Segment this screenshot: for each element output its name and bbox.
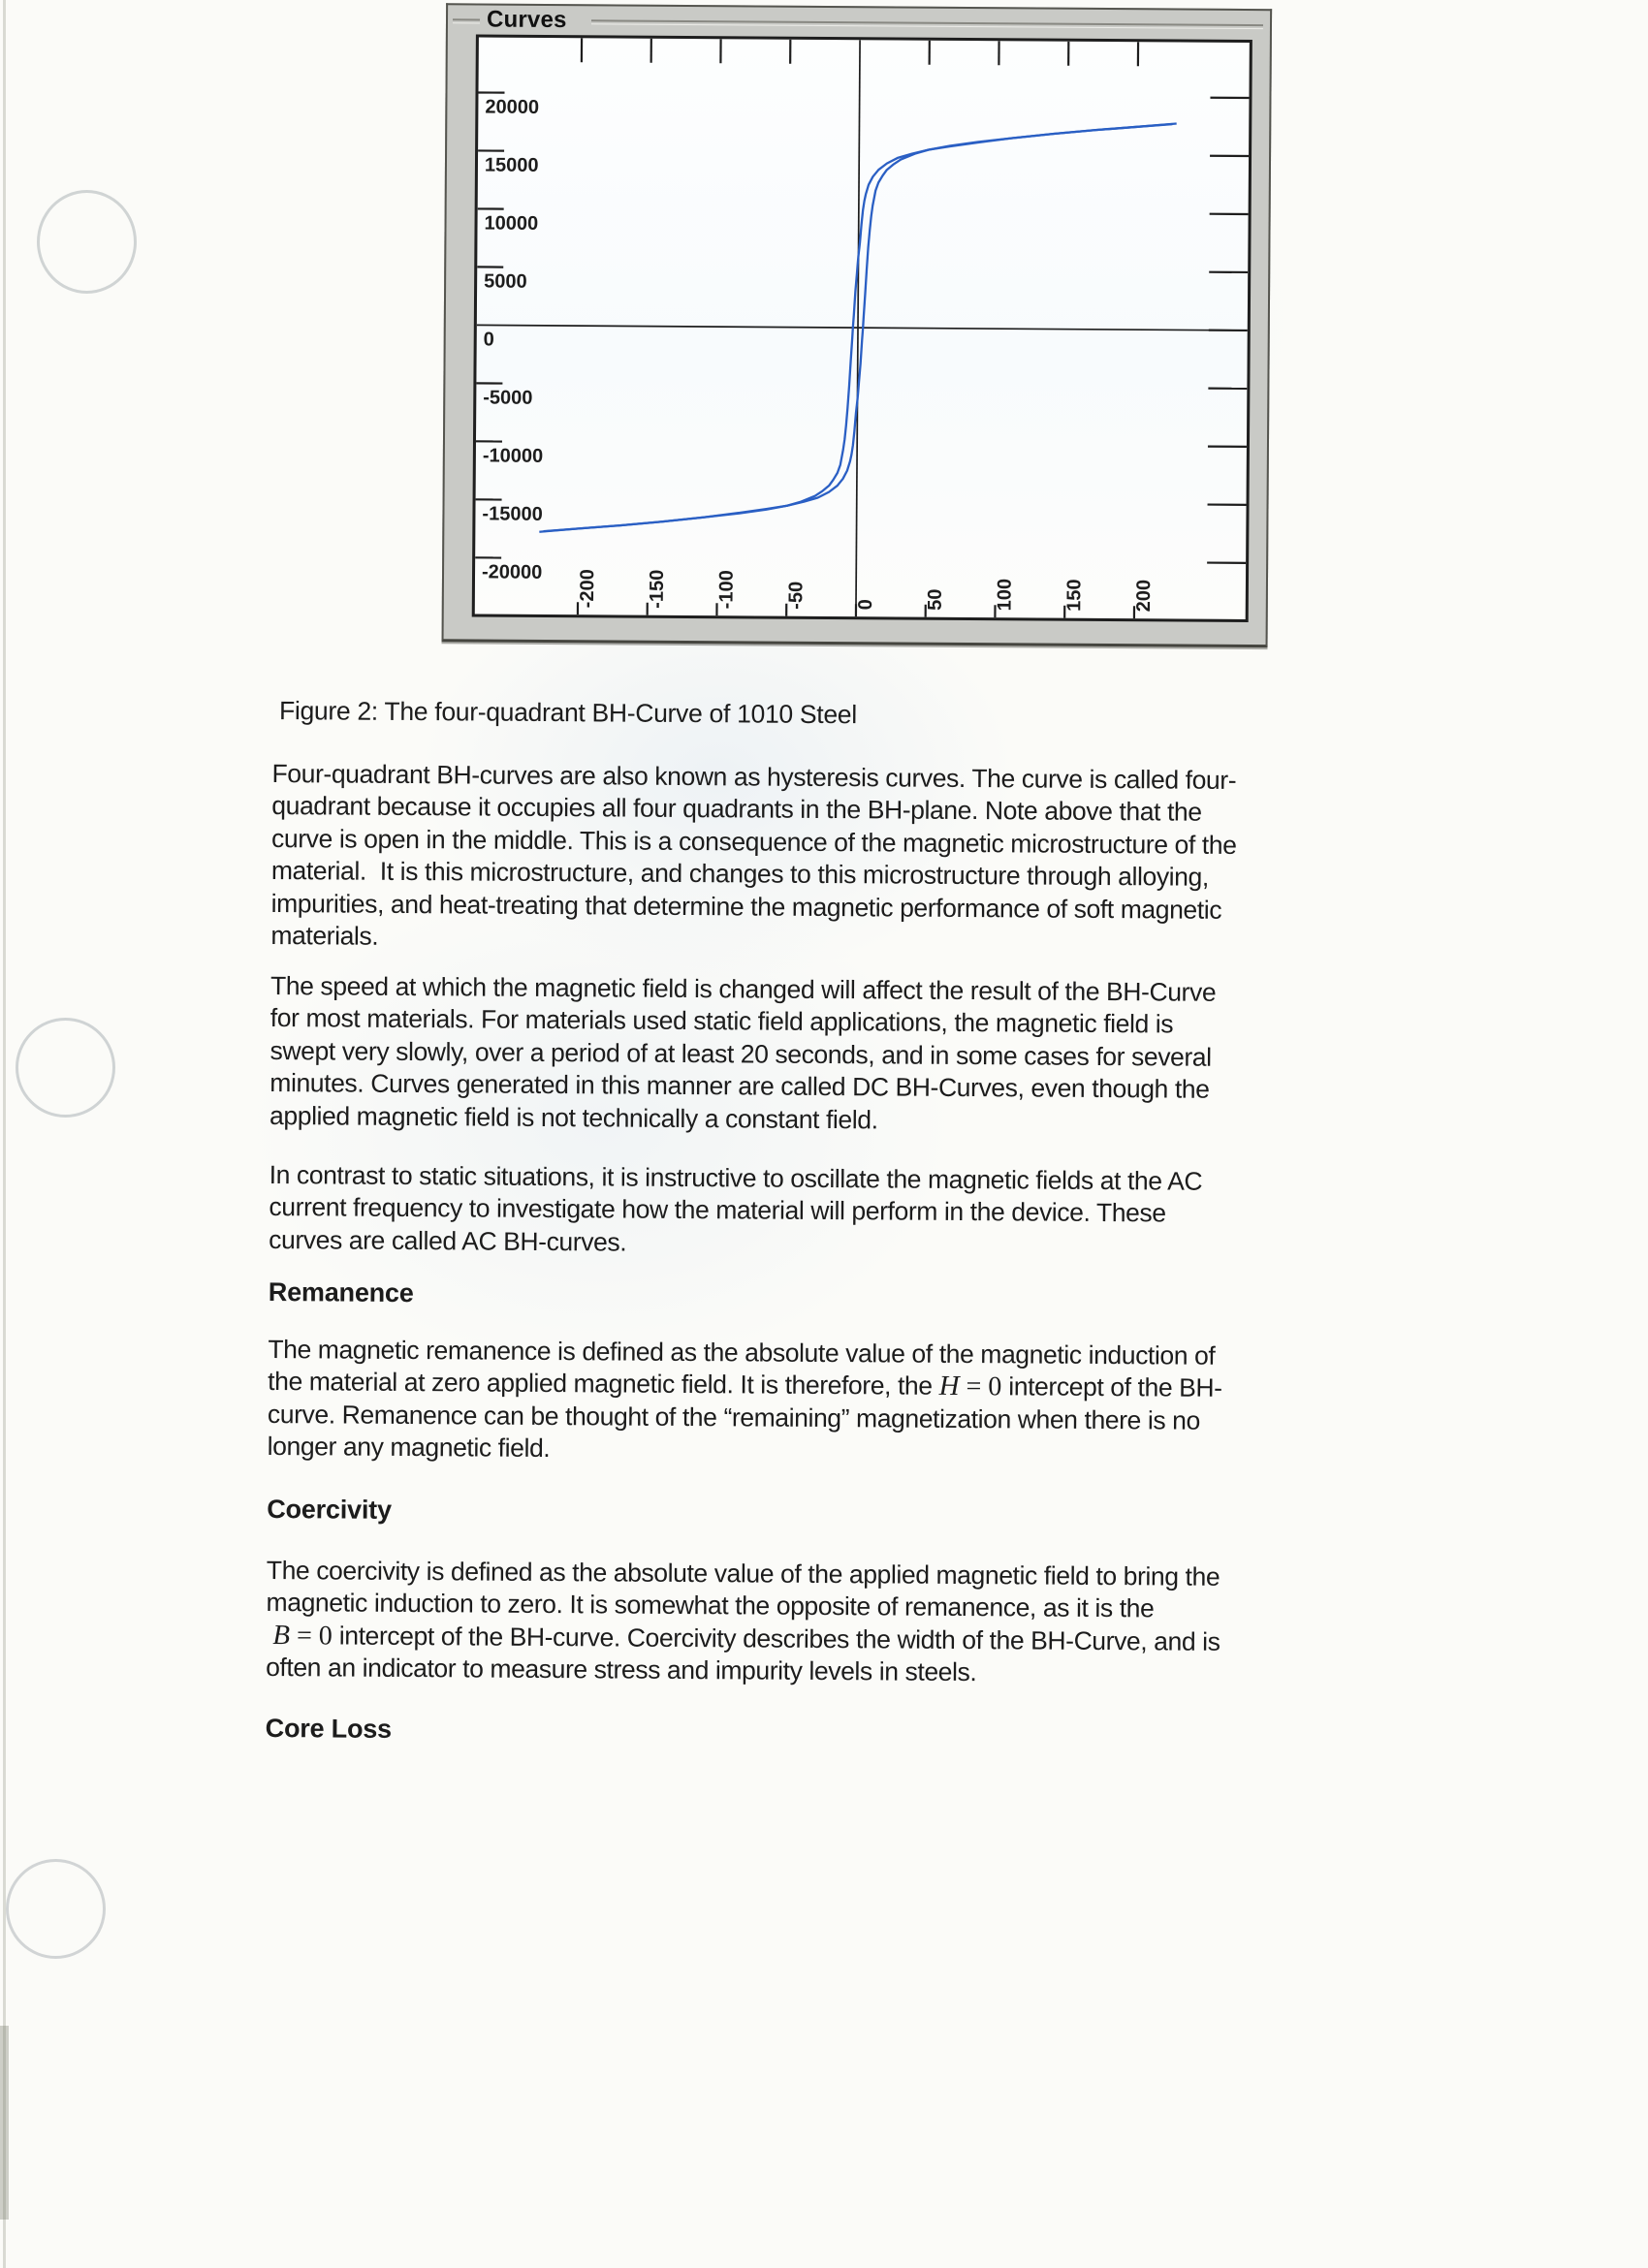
curves-window (442, 3, 1273, 647)
figure-caption: Figure 2: The four-quadrant BH-Curve of 1010 Steel (278, 696, 857, 730)
svg-text:50: 50 (924, 588, 946, 611)
svg-text:15000: 15000 (484, 154, 539, 176)
svg-text:100: 100 (994, 578, 1016, 612)
coercivity-text-post: intercept of the BH-curve. Coercivity describes the width of the BH-Curve, and is often an indicator to measure stress and impurity levels in steels. (266, 1621, 1220, 1687)
svg-text:0: 0 (854, 599, 877, 611)
math-equals-zero: = 0 (959, 1371, 1002, 1402)
plot-area (472, 34, 1252, 622)
section-heading-coercivity: Coercivity (267, 1494, 392, 1525)
remanence-text-pre: The magnetic remanence is defined as the absolute value of the magnetic induction of the material at zero applied magnetic field. It is therefore, the (268, 1335, 1216, 1402)
paragraph-ac-curves: In contrast to static situations, it is instructive to oscillate the magnetic fields at the AC current frequency to investigate how the material will perform in the device. These curves are called AC BH-curves. (269, 1160, 1203, 1257)
svg-text:20000: 20000 (485, 96, 540, 118)
svg-text:-150: -150 (646, 569, 669, 609)
titlebar-groove-left (453, 18, 480, 23)
coercivity-text-pre: The coercivity is defined as the absolute value of the applied magnetic field to bring the magnetic induction to zero. It is somewhat the opposite of remanence, as it is the (266, 1555, 1220, 1650)
math-variable-H: H (938, 1370, 960, 1402)
svg-text:-50: -50 (785, 581, 808, 610)
section-heading-core-loss: Core Loss (265, 1713, 393, 1744)
paragraph-dc-curves: The speed at which the magnetic field is changed will affect the result of the BH-Curve for most materials. For materials used static field applications, the magnetic field is swept very slowly, over a period of at least 20 seconds, and in some cases for several minutes. Curves generated in this manner are called DC BH-Curves, even though the applied magnetic field is not technically a constant field. (269, 971, 1217, 1135)
titlebar-groove-right (591, 19, 1263, 29)
paragraph-hysteresis: Four-quadrant BH-curves are also known as hysteresis curves. The curve is called four- quadrant because it occupies all four quadrants in the BH-plane. Note above that the curve is open in the middle. This is a consequence of the magnetic microstructure of the material. It is this microstructure, and changes to this microstructure through alloying, impurities, and heat-treating that determine the magnetic performance of soft magnetic materials. (270, 759, 1237, 951)
svg-text:-15000: -15000 (482, 503, 543, 525)
svg-text:10000: 10000 (484, 212, 539, 235)
svg-text:-20000: -20000 (481, 561, 543, 583)
bh-curve-plot (475, 37, 1250, 619)
section-heading-remanence: Remanence (268, 1277, 414, 1308)
math-variable-B: B (272, 1619, 291, 1651)
paragraph-coercivity (266, 1555, 1527, 1693)
svg-text:-5000: -5000 (483, 387, 533, 409)
svg-text:150: 150 (1063, 579, 1086, 612)
svg-text:-100: -100 (715, 570, 738, 610)
svg-text:5000: 5000 (484, 270, 527, 293)
svg-text:200: 200 (1132, 579, 1156, 613)
svg-text:-200: -200 (576, 569, 599, 609)
window-title: Curves (486, 6, 567, 34)
svg-text:-10000: -10000 (482, 445, 544, 467)
remanence-text-post: intercept of the BH- curve. Remanence can be thought of the “remaining” magnetization when there is no longer any magnetic field. (267, 1371, 1222, 1464)
math-equals-zero: = 0 (289, 1620, 333, 1652)
svg-text:0: 0 (483, 329, 494, 351)
paragraph-remanence (268, 1334, 1529, 1472)
